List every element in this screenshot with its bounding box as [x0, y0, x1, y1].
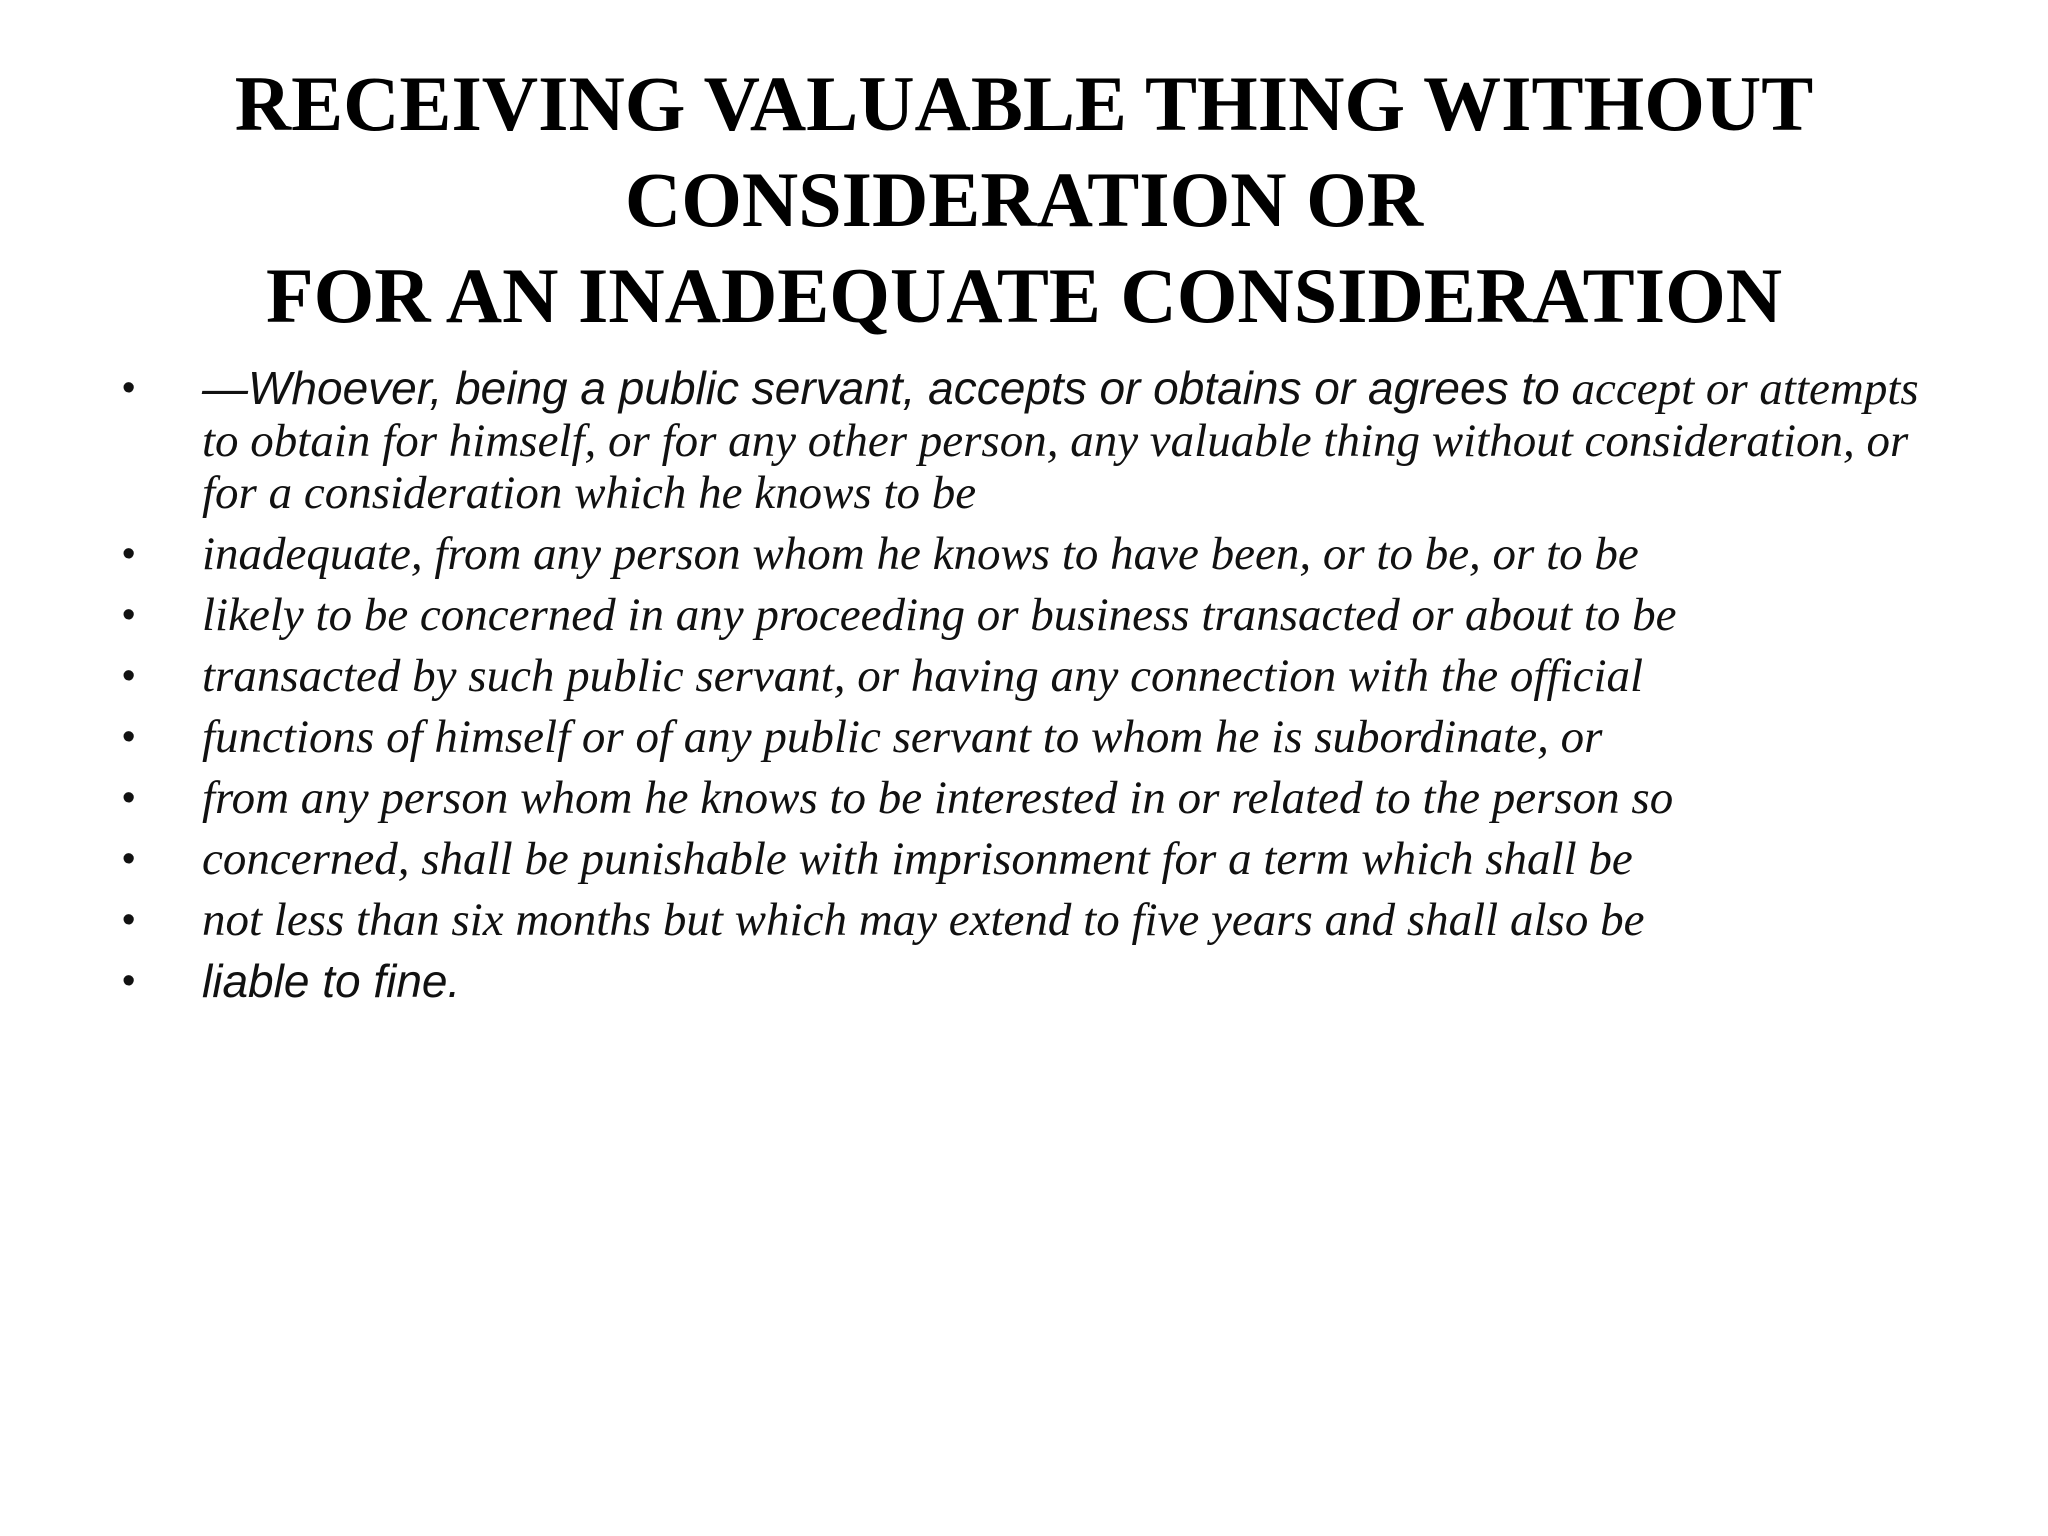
bullet-text: liable to fine. — [202, 955, 461, 1007]
bullet-icon: • — [122, 533, 136, 575]
bullet-text: from any person whom he knows to be interested in or related to the person so — [202, 772, 1674, 824]
bullet-icon: • — [122, 777, 136, 819]
bullet-text: concerned, shall be punishable with imprisonment for a term which shall be — [202, 833, 1633, 885]
bullet-item — [120, 362, 1960, 519]
title-line: CONSIDERATION OR — [624, 156, 1424, 243]
bullet-text: inadequate, from any person whom he knows to have been, or to be, or to be — [202, 528, 1639, 580]
bullet-icon: • — [122, 655, 136, 697]
bullet-text: not less than six months but which may extend to five years and shall also be — [202, 894, 1645, 946]
bullet-item — [120, 711, 1960, 763]
bullet-icon: • — [122, 899, 136, 941]
bullet-list — [120, 362, 1960, 1017]
bullet-item — [120, 589, 1960, 641]
bullet-text: transacted by such public servant, or having any connection with the official — [202, 650, 1644, 702]
bullet-item — [120, 955, 1960, 1008]
bullet-text: functions of himself or of any public servant to whom he is subordinate, or — [202, 711, 1603, 763]
bullet-item — [120, 894, 1960, 946]
bullet-icon: • — [122, 838, 136, 880]
bullet-icon: • — [122, 960, 136, 1002]
bullet-text-sans: —Whoever, being a public servant, accepts or obtains or agrees to — [202, 362, 1560, 414]
title-line: FOR AN INADEQUATE CONSIDERATION — [265, 252, 1783, 339]
slide-title — [160, 56, 1888, 344]
bullet-item — [120, 650, 1960, 702]
bullet-text: likely to be concerned in any proceeding or business transacted or about to be — [202, 589, 1677, 641]
bullet-text-serif: accept or attempts to obtain for himself, or for any other person, any valuable thing without consideration, or for a consideration which he knows to be — [202, 363, 1919, 519]
bullet-icon: • — [122, 716, 136, 758]
bullet-icon: • — [122, 594, 136, 636]
bullet-item — [120, 528, 1960, 580]
bullet-item — [120, 833, 1960, 885]
bullet-icon: • — [122, 367, 136, 409]
bullet-item — [120, 772, 1960, 824]
title-line: RECEIVING VALUABLE THING WITHOUT — [234, 60, 1814, 147]
